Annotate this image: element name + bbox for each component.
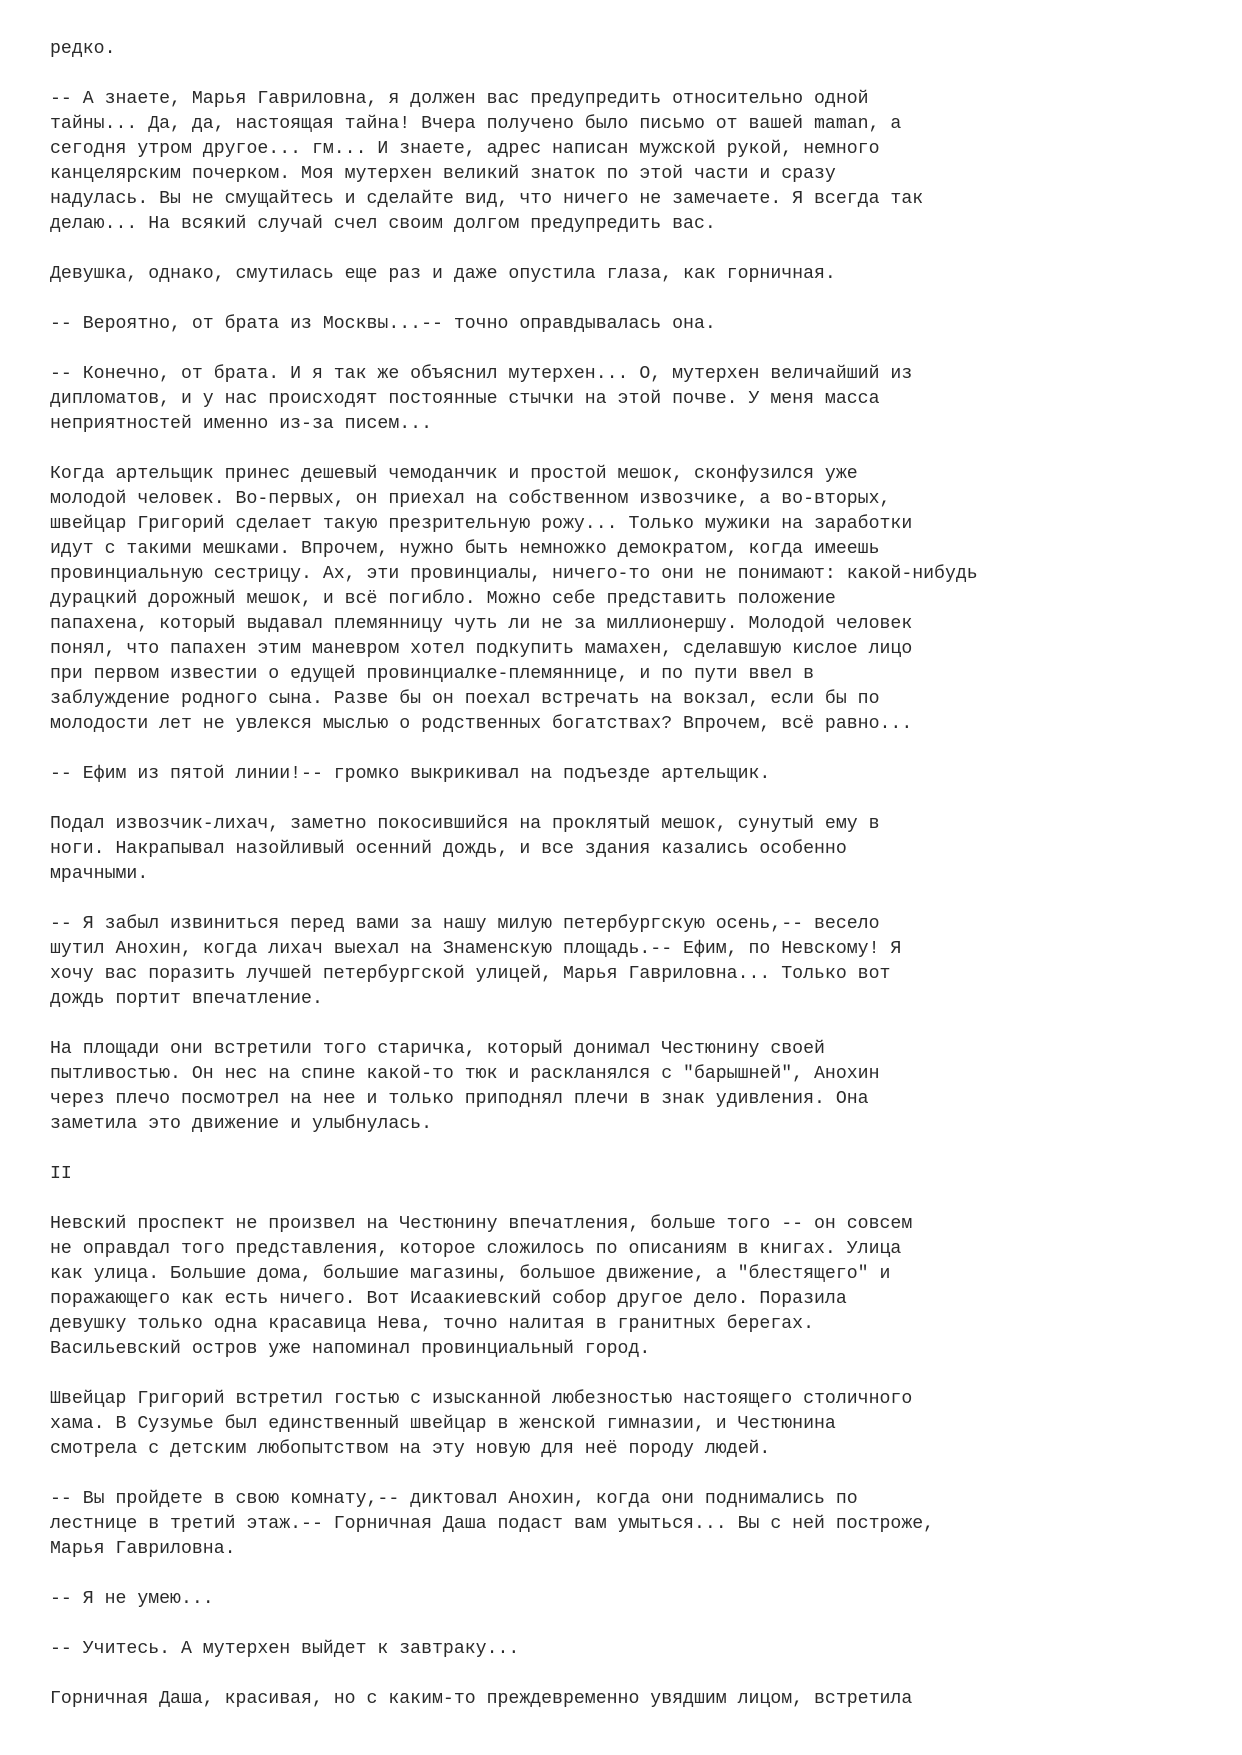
text-line: мрачными. — [50, 864, 149, 884]
text-line: швейцар Григорий сделает такую презрительную рожу... Только мужики на заработки — [50, 514, 913, 534]
text-line: лестнице в третий этаж.-- Горничная Даша подаст вам умыться... Вы с ней построже, — [50, 1514, 935, 1534]
text-line: как улица. Большие дома, большие магазины, большое движение, а "блестящего" и — [50, 1264, 891, 1284]
text-line: -- А знаете, Марья Гавриловна, я должен вас предупредить относительно одной — [50, 89, 869, 109]
text-line: молодой человек. Во-первых, он приехал на собственном извозчике, а во-вторых, — [50, 489, 891, 509]
paragraph — [50, 1587, 1220, 1612]
text-line: поражающего как есть ничего. Вот Исаакиевский собор другое дело. Поразила — [50, 1289, 847, 1309]
paragraph — [50, 87, 1220, 237]
text-line: канцелярским почерком. Моя мутерхен великий знаток по этой части и сразу — [50, 164, 836, 184]
text-line: -- Я забыл извиниться перед вами за нашу милую петербургскую осень,-- весело — [50, 914, 880, 934]
text-line: через плечо посмотрел на нее и только приподнял плечи в знак удивления. Она — [50, 1089, 869, 1109]
paragraph — [50, 812, 1220, 887]
text-line: дурацкий дорожный мешок, и всё погибло. Можно себе представить положение — [50, 589, 836, 609]
text-line: заблуждение родного сына. Разве бы он поехал встречать на вокзал, если бы по — [50, 689, 880, 709]
text-line: Горничная Даша, красивая, но с каким-то преждевременно увядшим лицом, встретила — [50, 1689, 913, 1709]
text-line: Когда артельщик принес дешевый чемоданчик и простой мешок, сконфузился уже — [50, 464, 858, 484]
paragraph — [50, 1212, 1220, 1362]
text-line: дождь портит впечатление. — [50, 989, 323, 1009]
text-line: при первом известии о едущей провинциалке-племяннице, и по пути ввел в — [50, 664, 814, 684]
text-line: -- Конечно, от брата. И я так же объяснил мутерхен... О, мутерхен величайший из — [50, 364, 913, 384]
text-line: дипломатов, и у нас происходят постоянные стычки на этой почве. У меня масса — [50, 389, 880, 409]
text-line: не оправдал того представления, которое сложилось по описаниям в книгах. Улица — [50, 1239, 902, 1259]
text-line: хочу вас поразить лучшей петербургской улицей, Марья Гавриловна... Только вот — [50, 964, 891, 984]
text-line: -- Ефим из пятой линии!-- громко выкрикивал на подъезде артельщик. — [50, 764, 771, 784]
text-line: сегодня утром другое... гм... И знаете, адрес написан мужской рукой, немного — [50, 139, 880, 159]
paragraph — [50, 1487, 1220, 1562]
paragraph — [50, 912, 1220, 1012]
text-line: заметила это движение и улыбнулась. — [50, 1114, 432, 1134]
text-line: пытливостью. Он нес на спине какой-то тюк и раскланялся с "барышней", Анохин — [50, 1064, 880, 1084]
text-line: шутил Анохин, когда лихач выехал на Знаменскую площадь.-- Ефим, по Невскому! Я — [50, 939, 902, 959]
text-line: -- Учитесь. А мутерхен выйдет к завтраку... — [50, 1639, 520, 1659]
text-line: Подал извозчик-лихач, заметно покосившийся на проклятый мешок, сунутый ему в — [50, 814, 880, 834]
text-line: хама. В Сузумье был единственный швейцар в женской гимназии, и Честюнина — [50, 1414, 836, 1434]
text-line: надулась. Вы не смущайтесь и сделайте вид, что ничего не замечаете. Я всегда так — [50, 189, 924, 209]
text-line: понял, что папахен этим маневром хотел подкупить мамахен, сделавшую кислое лицо — [50, 639, 913, 659]
text-line: Девушка, однако, смутилась еще раз и даже опустила глаза, как горничная. — [50, 264, 836, 284]
text-line: Васильевский остров уже напоминал провинциальный город. — [50, 1339, 651, 1359]
text-line: молодости лет не увлекся мыслью о родственных богатствах? Впрочем, всё равно... — [50, 714, 913, 734]
text-line: идут с такими мешками. Впрочем, нужно быть немножко демократом, когда имеешь — [50, 539, 880, 559]
text-line: Невский проспект не произвел на Честюнину впечатления, больше того -- он совсем — [50, 1214, 913, 1234]
text-line: Марья Гавриловна. — [50, 1539, 236, 1559]
text-line: смотрела с детским любопытством на эту новую для неё породу людей. — [50, 1439, 771, 1459]
text-line: -- Вы пройдете в свою комнату,-- диктовал Анохин, когда они поднимались по — [50, 1489, 858, 1509]
paragraph — [50, 312, 1220, 337]
paragraph — [50, 1387, 1220, 1462]
text-line: На площади они встретили того старичка, который донимал Честюнину своей — [50, 1039, 825, 1059]
text-line: делаю... На всякий случай счел своим долгом предупредить вас. — [50, 214, 716, 234]
text-line: девушку только одна красавица Нева, точно налитая в гранитных берегах. — [50, 1314, 814, 1334]
text-line: II — [50, 1164, 72, 1184]
text-line: редко. — [50, 39, 116, 59]
paragraph — [50, 1637, 1220, 1662]
text-line: -- Я не умею... — [50, 1589, 214, 1609]
text-line: -- Вероятно, от брата из Москвы...-- точно оправдывалась она. — [50, 314, 716, 334]
paragraph — [50, 1037, 1220, 1137]
paragraph — [50, 262, 1220, 287]
paragraph — [50, 762, 1220, 787]
paragraph — [50, 1162, 1220, 1187]
text-line: Швейцар Григорий встретил гостью с изысканной любезностью настоящего столичного — [50, 1389, 913, 1409]
text-line: провинциальную сестрицу. Ах, эти провинциалы, ничего-то они не понимают: какой-нибудь — [50, 564, 978, 584]
paragraph — [50, 1687, 1220, 1712]
paragraph — [50, 362, 1220, 437]
document-page — [50, 37, 1220, 1737]
text-line: ноги. Накрапывал назойливый осенний дождь, и все здания казались особенно — [50, 839, 847, 859]
text-line: тайны... Да, да, настоящая тайна! Вчера получено было письмо от вашей maman, а — [50, 114, 902, 134]
paragraph — [50, 37, 1220, 62]
text-line: неприятностей именно из-за писем... — [50, 414, 432, 434]
paragraph — [50, 462, 1220, 737]
text-line: папахена, который выдавал племянницу чуть ли не за миллионершу. Молодой человек — [50, 614, 913, 634]
